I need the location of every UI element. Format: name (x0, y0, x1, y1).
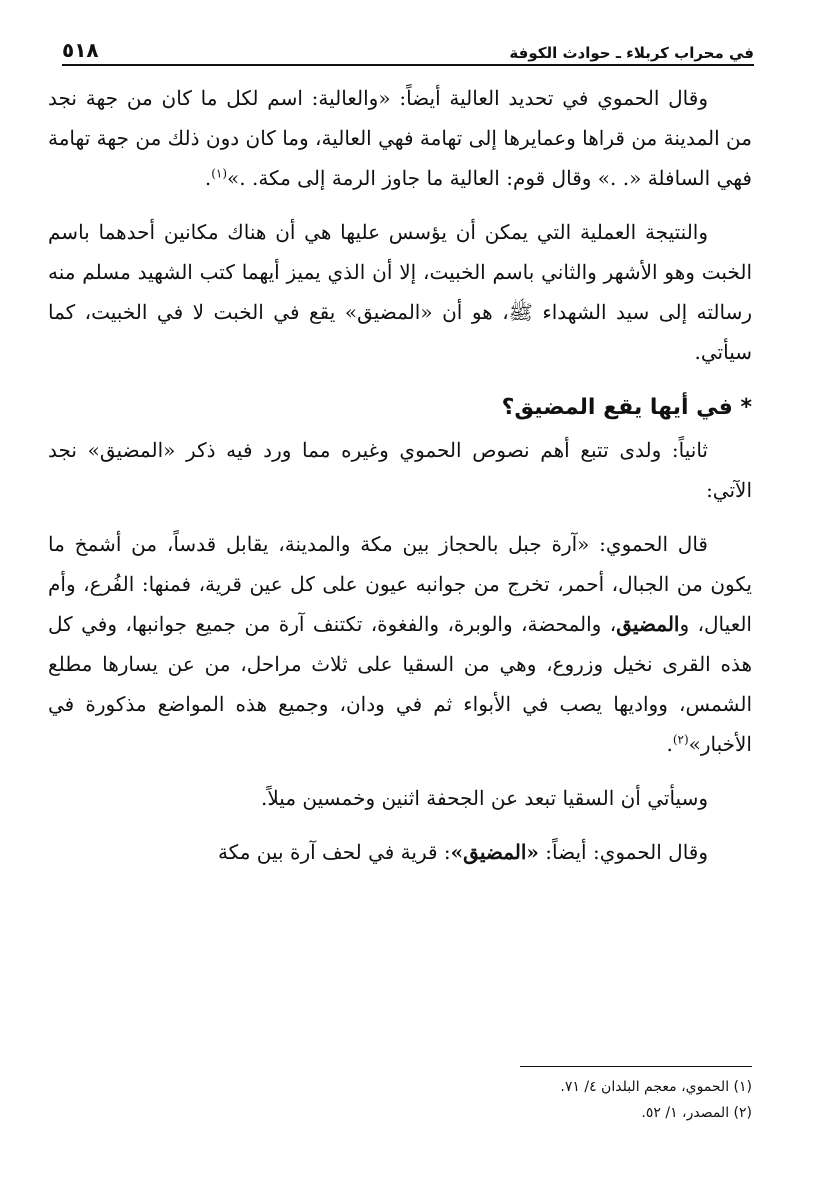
footnotes (300, 1074, 752, 1126)
running-title: في محراب كربلاء ـ حوادث الكوفة (509, 44, 754, 62)
paragraph-4-bold: المضيق (616, 612, 680, 636)
main-text (48, 78, 752, 872)
paragraph-3: ثانياً: ولدى تتبع أهم نصوص الحموي وغيره مما ورد فيه ذكر «المضيق» نجد الآتي: (48, 438, 752, 502)
footnote-2: (٢) المصدر، ١/ ٥٢. (641, 1105, 752, 1121)
paragraph-4-text: قال الحموي: «آرة جبل بالحجاز بين مكة والمدينة، يقابل قدساً، من أشمخ ما يكون من الجبال، أحمر، تخرج من جوانبه عيون على كل عين قرية، فمنها: الفُرع، وأم العيال، و (48, 532, 752, 636)
footnote-ref-1: (١) (211, 166, 228, 181)
paragraph-2: والنتيجة العملية التي يمكن أن يؤسس عليها هي أن هناك مكانين أحدهما باسم الخبت وهو الأشهر والثاني باسم الخبيت، إلا أن الذي يميز أيهما كتب الشهيد مسلم منه رسالته إلى سيد الشهداء ﷺ، هو أن «المضيق» يقع في الخبت لا في الخبيت، كما سيأتي. (48, 220, 752, 364)
paragraph-6-text: وقال الحموي: أيضاً: (538, 840, 708, 864)
paragraph-1-text: وقال الحموي في تحديد العالية أيضاً: «والعالية: اسم لكل ما كان من جهة نجد من المدينة من قراها وعمايرها إلى تهامة فهي العالية، وما كان دون ذلك من جهة تهامة فهي السافلة «. .» وقال قوم: العالية ما جاوز الرمة إلى مكة. .» (48, 86, 752, 190)
paragraph-5: وسيأتي أن السقيا تبعد عن الجحفة اثنين وخمسين ميلاً. (261, 786, 708, 810)
page-header (62, 30, 754, 62)
footnote-1: (١) الحموي، معجم البلدان ٤/ ٧١. (560, 1079, 752, 1095)
paragraph-4-end: . (666, 732, 673, 756)
paragraph-1 (48, 78, 752, 198)
paragraph-6-text-2: : قرية في لحف آرة بين مكة (217, 840, 451, 864)
paragraph-1-end: . (204, 166, 212, 190)
footnote-rule (520, 1066, 752, 1067)
paragraph-6 (48, 832, 752, 872)
header-rule (62, 64, 754, 66)
footnote-ref-2: (٢) (672, 732, 689, 747)
paragraph-4 (48, 524, 752, 764)
paragraph-4-text-2: ، والمحضة، والوبرة، والفغوة، تكتنف آرة من جميع جوانبها، وفي كل هذه القرى نخيل وزروع، وهي من السقيا على ثلاث مراحل، من عن يسارها مطلع الشمس، وواديها يصب في الأبواء ثم في ودان، وجميع هذه المواضع مذكورة في الأخبار» (48, 612, 752, 756)
section-heading: * في أيها يقع المضيق؟ (501, 395, 752, 420)
page-number: ٥١٨ (62, 38, 99, 62)
paragraph-6-bold: «المضيق» (450, 840, 539, 864)
